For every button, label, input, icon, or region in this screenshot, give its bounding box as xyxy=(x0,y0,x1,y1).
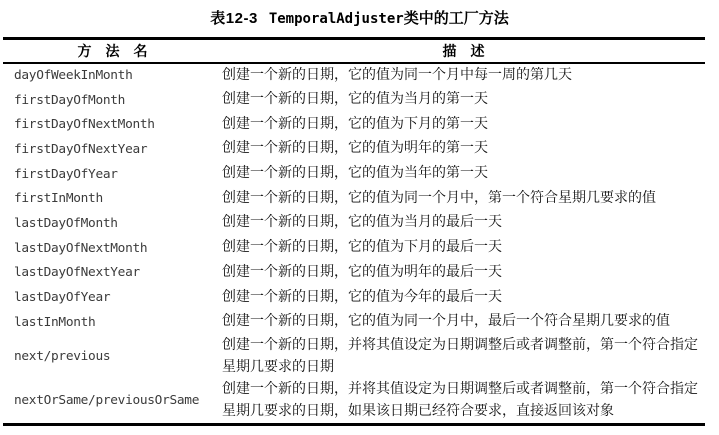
method-name-cell: firstInMonth xyxy=(14,191,103,207)
table-row xyxy=(3,261,705,286)
method-name-cell: lastDayOfMonth xyxy=(14,215,118,231)
description-cell: 创建一个新的日期，它的值为明年的第一天 xyxy=(222,141,488,157)
table-row xyxy=(3,112,705,137)
description-cell: 创建一个新的日期，它的值为同一个月中，第一个符合星期几要求的值 xyxy=(222,190,656,206)
table-row xyxy=(3,162,705,187)
table-row xyxy=(3,211,705,236)
method-name-cell: lastDayOfYear xyxy=(14,290,111,306)
table-number: 表12-3 xyxy=(210,10,258,27)
description-cell: 创建一个新的日期，它的值为当月的第一天 xyxy=(222,92,488,108)
method-name-cell: firstDayOfMonth xyxy=(14,92,126,108)
method-name-cell: next/previous xyxy=(14,349,111,365)
method-name-cell: dayOfWeekInMonth xyxy=(14,68,133,84)
description-column-header: 描 述 xyxy=(222,39,705,64)
method-name-cell: nextOrSame/previousOrSame xyxy=(14,393,200,409)
table-row xyxy=(3,285,705,310)
table-row xyxy=(3,137,705,162)
table-caption xyxy=(0,0,719,27)
description-cell: 创建一个新的日期，它的值为当年的第一天 xyxy=(222,166,488,182)
factory-methods-table xyxy=(3,37,705,426)
table-row xyxy=(3,335,705,379)
method-column-header: 方 法 名 xyxy=(3,39,222,64)
description-cell: 创建一个新的日期，它的值为明年的最后一天 xyxy=(222,264,502,280)
table-row xyxy=(3,236,705,261)
table-row xyxy=(3,379,705,425)
method-name-cell: firstDayOfYear xyxy=(14,166,118,182)
method-name-cell: firstDayOfNextMonth xyxy=(14,117,155,133)
header-row xyxy=(3,39,705,64)
description-cell: 创建一个新的日期，它的值为下月的最后一天 xyxy=(222,240,502,256)
table-caption-suffix: 类中的工厂方法 xyxy=(403,10,509,27)
method-name-cell: lastInMonth xyxy=(14,314,96,330)
table-header xyxy=(3,39,705,64)
description-cell: 创建一个新的日期，并将其值设定为日期调整后或者调整前，第一个符合指定星期几要求的日期 xyxy=(222,337,698,375)
method-name-cell: firstDayOfNextYear xyxy=(14,141,148,157)
method-name-cell: lastDayOfNextMonth xyxy=(14,240,148,256)
table-caption-classname: TemporalAdjuster xyxy=(268,11,404,27)
description-cell: 创建一个新的日期，它的值为今年的最后一天 xyxy=(222,289,502,305)
description-cell: 创建一个新的日期，它的值为同一个月中，最后一个符合星期几要求的值 xyxy=(222,314,670,330)
description-cell: 创建一个新的日期，它的值为同一个月中每一周的第几天 xyxy=(222,67,572,83)
table-body xyxy=(3,63,705,424)
description-cell: 创建一个新的日期，它的值为下月的第一天 xyxy=(222,116,488,132)
table-row xyxy=(3,88,705,113)
method-name-cell: lastDayOfNextYear xyxy=(14,265,140,281)
description-cell: 创建一个新的日期，它的值为当月的最后一天 xyxy=(222,215,502,231)
description-cell: 创建一个新的日期，并将其值设定为日期调整后或者调整前，第一个符合指定星期几要求的日期，如果该日期已经符合要求，直接返回该对象 xyxy=(222,381,698,419)
table-row xyxy=(3,310,705,335)
table-row xyxy=(3,186,705,211)
table-row xyxy=(3,63,705,88)
